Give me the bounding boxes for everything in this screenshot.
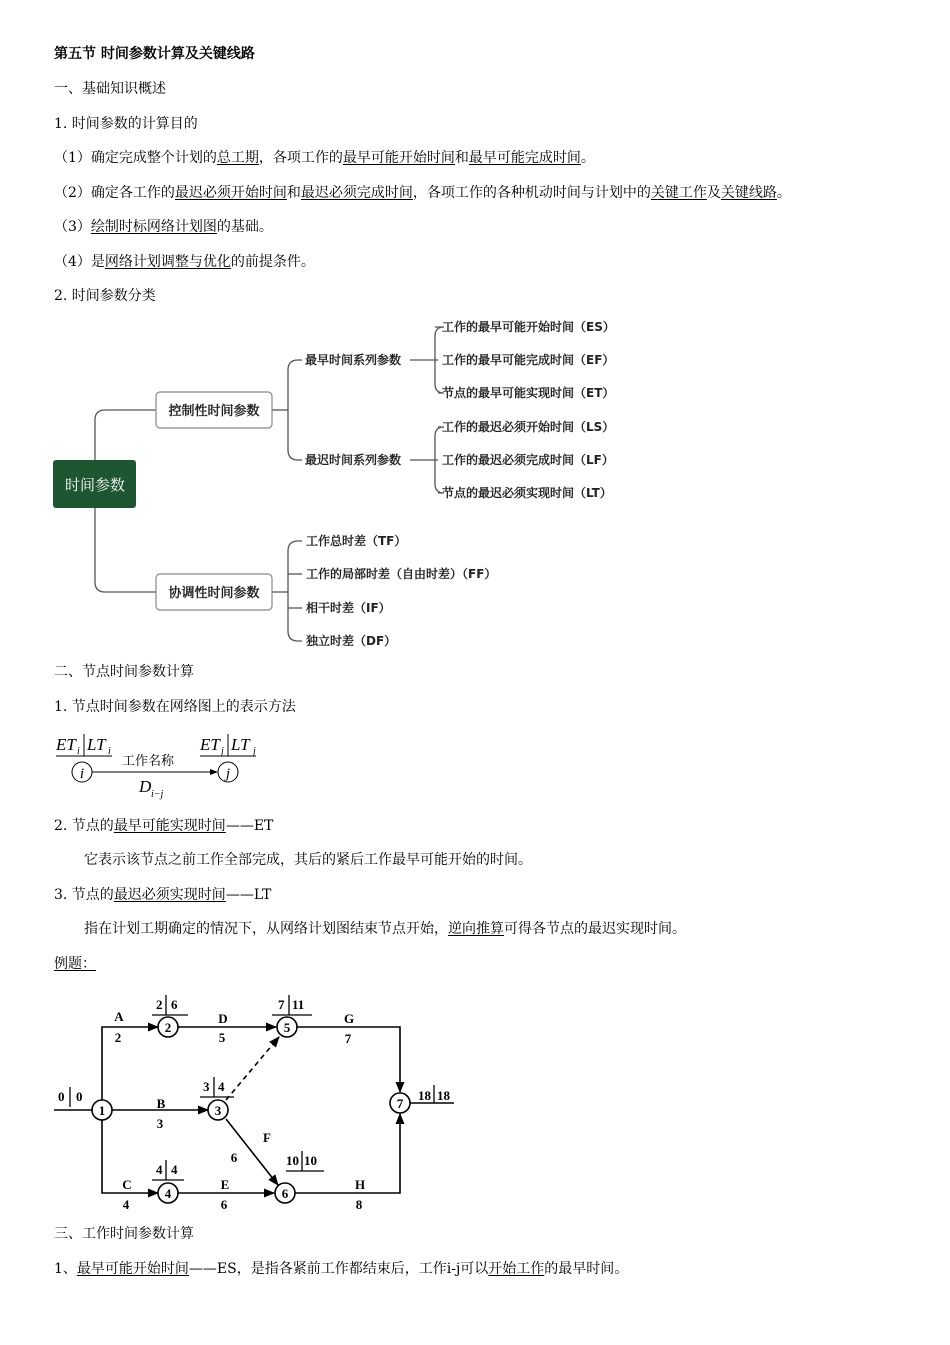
classification-subheading: 2. 时间参数分类: [54, 288, 156, 304]
network-example-diagram: [50, 985, 470, 1215]
coord-item-if: 相干时差（IF）: [306, 601, 391, 615]
activity-a-dur: 2: [114, 1030, 122, 1045]
activity-d-name: D: [218, 1011, 228, 1026]
node-5-label: 5: [283, 1020, 291, 1035]
activity-h-dur: 8: [355, 1197, 363, 1212]
time-parameter-mindmap: [40, 310, 640, 655]
latest-item-lf: 工作的最迟必须完成时间（LF）: [442, 453, 614, 467]
right-et-sub: j: [221, 746, 224, 757]
earliest-item-es: 工作的最早可能开始时间（ES）: [442, 320, 615, 334]
n2-lt: 6: [171, 997, 178, 1012]
activity-e-name: E: [220, 1177, 230, 1192]
left-et-label: ET: [56, 735, 76, 754]
et-description: 它表示该节点之前工作全部完成，其后的紧后工作最早可能开始的时间。: [84, 852, 532, 868]
part1-heading: 一、基础知识概述: [54, 81, 166, 97]
node-3-label: 3: [214, 1103, 222, 1118]
lt-description: 指在计划工期确定的情况下，从网络计划图结束节点开始，逆向推算可得各节点的最迟实现时间。: [84, 921, 686, 937]
purpose-item-1: （1）确定完成整个计划的总工期，各项工作的最早可能开始时间和最早可能完成时间。: [54, 150, 595, 166]
coord-item-tf: 工作总时差（TF）: [306, 534, 407, 548]
node-j-label: j: [225, 766, 231, 782]
activity-b-dur: 3: [156, 1116, 164, 1131]
right-lt-sub: j: [253, 746, 256, 757]
activity-f-name: F: [263, 1130, 271, 1145]
activity-c-name: C: [122, 1177, 132, 1192]
activity-g-name: G: [343, 1011, 355, 1026]
node-4-label: 4: [164, 1186, 172, 1201]
activity-b-name: B: [156, 1096, 166, 1111]
purpose-item-2: （2）确定各工作的最迟必须开始时间和最迟必须完成时间，各项工作的各种机动时间与计划中的关键工作及关键线路。: [54, 185, 791, 201]
n3-lt: 4: [218, 1079, 225, 1094]
n7-et: 18: [418, 1088, 431, 1103]
right-et-label: ET: [200, 735, 220, 754]
et-subheading: 2. 节点的最早可能实现时间——ET: [54, 818, 274, 834]
left-lt-sub: i: [108, 746, 111, 757]
node-7-label: 7: [396, 1096, 404, 1111]
example-label: 例题：: [54, 956, 96, 972]
node-i-label: i: [79, 766, 85, 782]
earliest-item-et: 节点的最早可能实现时间（ET）: [442, 386, 615, 400]
earliest-series-label: 最早时间系列参数: [305, 353, 402, 367]
n4-et: 4: [156, 1162, 163, 1177]
n6-et: 10: [286, 1153, 299, 1168]
left-et-sub: i: [77, 746, 80, 757]
activity-f-dur: 6: [230, 1150, 238, 1165]
earliest-item-ef: 工作的最早可能完成时间（EF）: [442, 353, 615, 367]
n1-et: 0: [58, 1089, 65, 1104]
n7-lt: 18: [437, 1088, 450, 1103]
n5-lt: 11: [292, 997, 305, 1012]
node-1-label: 1: [98, 1103, 106, 1118]
part2-heading: 二、节点时间参数计算: [54, 664, 194, 680]
node-6-label: 6: [281, 1186, 289, 1201]
n4-lt: 4: [171, 1162, 178, 1177]
left-lt-label: LT: [87, 735, 106, 754]
control-params-label: 控制性时间参数: [168, 404, 260, 419]
purpose-subheading: 1. 时间参数的计算目的: [54, 116, 198, 132]
activity-a-name: A: [114, 1009, 124, 1024]
latest-series-label: 最迟时间系列参数: [305, 453, 402, 467]
activity-h-name: H: [354, 1177, 366, 1192]
coord-params-label: 协调性时间参数: [168, 586, 260, 601]
node-notation-diagram: [50, 728, 280, 808]
n6-lt: 10: [304, 1153, 317, 1168]
mindmap-root-label: 时间参数: [64, 476, 126, 494]
node-notation-subheading: 1. 节点时间参数在网络图上的表示方法: [54, 699, 296, 715]
es-definition: 1、最早可能开始时间——ES，是指各紧前工作都结束后，工作i-j可以开始工作的最早时间。: [54, 1261, 629, 1277]
activity-c-dur: 4: [122, 1197, 130, 1212]
n1-lt: 0: [76, 1089, 83, 1104]
coord-item-ff: 工作的局部时差（自由时差）（FF）: [306, 567, 497, 581]
latest-item-lt: 节点的最迟必须实现时间（LT）: [442, 486, 612, 500]
activity-e-dur: 6: [220, 1197, 228, 1212]
coord-item-df: 独立时差（DF）: [306, 634, 397, 648]
activity-d-dur: 5: [218, 1030, 226, 1045]
n3-et: 3: [203, 1079, 210, 1094]
lt-subheading: 3. 节点的最迟必须实现时间——LT: [54, 887, 272, 903]
work-name-label: 工作名称: [121, 754, 175, 769]
section-title: 第五节 时间参数计算及关键线路: [54, 46, 255, 62]
n2-et: 2: [156, 997, 163, 1012]
duration-sub: i−j: [151, 789, 164, 800]
part3-heading: 三、工作时间参数计算: [54, 1226, 194, 1242]
purpose-item-3: （3）绘制时标网络计划图的基础。: [54, 219, 273, 235]
duration-label: D: [139, 777, 152, 796]
right-lt-label: LT: [231, 735, 250, 754]
n5-et: 7: [278, 997, 285, 1012]
purpose-item-4: （4）是网络计划调整与优化的前提条件。: [54, 254, 315, 270]
activity-g-dur: 7: [344, 1031, 352, 1046]
node-2-label: 2: [164, 1020, 172, 1035]
latest-item-ls: 工作的最迟必须开始时间（LS）: [442, 420, 615, 434]
